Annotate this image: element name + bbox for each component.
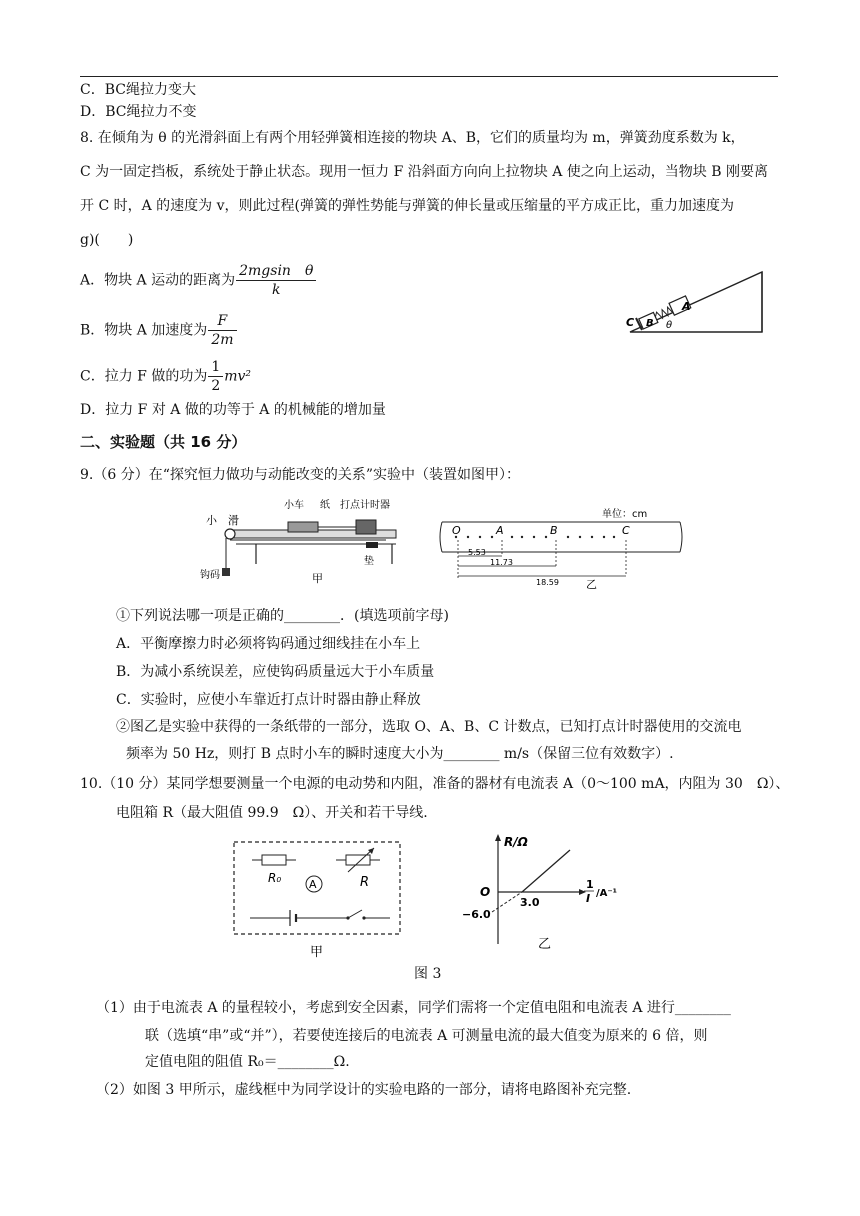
- q8-option-b: [80, 312, 238, 349]
- q10-stem-line2: 电阻箱 R（最大阻值 99.9 Ω）、开关和若干导线.: [116, 805, 428, 821]
- caption-yi: 乙: [586, 578, 597, 590]
- label-hook: 钩码: [200, 570, 220, 581]
- fraction-denominator: k: [272, 282, 281, 298]
- tape-dots: [455, 536, 615, 538]
- distance-oa: 5.53: [468, 548, 486, 557]
- x-intercept-label: 3.0: [520, 896, 540, 909]
- graph-figure: [446, 830, 626, 954]
- label-car: 小车: [284, 500, 304, 511]
- q8-stem-line2: C 为一固定挡板，系统处于静止状态。现用一恒力 F 沿斜面方向向上拉物块 A 使之向上运动，当物块 B 刚要离: [80, 164, 768, 180]
- tape-figure: [436, 500, 684, 590]
- caption-jia: 甲: [312, 572, 323, 585]
- pulley: [225, 529, 235, 539]
- incline-figure: [622, 266, 768, 338]
- origin-label: O: [480, 885, 491, 899]
- fraction-denominator: 2m: [211, 332, 234, 348]
- q7-option-d: D．BC绳拉力不变: [80, 104, 197, 120]
- point-c: C: [622, 524, 630, 537]
- q8-option-b-fraction: [208, 312, 236, 349]
- q9-sub1: ①下列说法哪一项是正确的________．(填选项前字母): [116, 608, 449, 624]
- fraction-numerator: 1: [208, 358, 223, 377]
- point-a: A: [496, 524, 504, 537]
- q10-part1-line2: 联（选填“串”或“并”），若要使连接后的电流表 A 可测量电流的最大值变为原来的 6 倍，则: [145, 1028, 708, 1044]
- figure-caption: 图 3: [414, 966, 442, 982]
- q8-option-a-label: A．物块 A 运动的距离为: [80, 272, 236, 289]
- y-intercept-label: −6.0: [462, 908, 491, 921]
- q8-option-a: [80, 262, 317, 299]
- label-b: B: [646, 318, 654, 329]
- label-ammeter: A: [309, 878, 317, 891]
- fraction-denominator: 2: [211, 378, 221, 394]
- label-paper: 纸: [320, 500, 330, 511]
- fraction-numerator: F: [208, 312, 236, 331]
- point-o: O: [452, 524, 461, 537]
- resistor-r0: [262, 855, 286, 865]
- r-vs-inv-i-line: [522, 850, 570, 892]
- dashed-extension: [492, 892, 522, 912]
- label-a: A: [682, 300, 691, 313]
- x-axis-label-den: I: [586, 892, 591, 905]
- q8-stem-line4: g)( ): [80, 232, 134, 248]
- label-hua: 滑: [228, 514, 239, 527]
- section-title: 二、实验题（共 16 分）: [80, 433, 247, 451]
- label-c: C: [626, 316, 635, 329]
- pad: [366, 542, 378, 548]
- apparatus-figure: [196, 494, 406, 586]
- q10-stem-line1: 10.（10 分）某同学想要测量一个电源的电动势和内阻，准备的器材有电流表 A（0～100 mA，内阻为 30 Ω）、: [80, 776, 790, 792]
- caption-yi: 乙: [538, 937, 552, 952]
- q9-option-a: A．平衡摩擦力时必须将钩码通过细线挂在小车上: [116, 636, 421, 652]
- q8-option-c: [80, 358, 251, 395]
- timer: [356, 520, 376, 534]
- caption-jia: 甲: [310, 945, 324, 960]
- q9-option-c: C．实验时，应使小车靠近打点计时器由静止释放: [116, 692, 421, 708]
- label-timer: 打点计时器: [340, 500, 390, 511]
- q8-option-c-fraction: [208, 358, 223, 395]
- q9-sub2-line2: 频率为 50 Hz，则打 B 点时小车的瞬时速度大小为________ m/s（保留三位有效数字）.: [126, 746, 674, 762]
- distance-ob: 11.73: [490, 558, 513, 567]
- label-pad: 垫: [364, 556, 374, 567]
- switch-icon: [348, 910, 362, 918]
- q9-sub2-line1: ②图乙是实验中获得的一条纸带的一部分，选取 O、A、B、C 计数点，已知打点计时器使用的交流电: [116, 719, 742, 735]
- x-axis-label-num: 1: [586, 878, 594, 891]
- tape-unit: 单位：cm: [602, 509, 648, 520]
- q10-part1-line1: （1）由于电流表 A 的量程较小，考虑到安全因素，同学们需将一个定值电阻和电流表 A 进行________: [96, 1000, 731, 1016]
- q8-option-c-suffix: mv²: [224, 368, 252, 385]
- q8-stem-line1: 8. 在倾角为 θ 的光滑斜面上有两个用轻弹簧相连接的物块 A、B，它们的质量均为 m，弹簧劲度系数为 k，: [80, 130, 745, 146]
- fraction-numerator: 2mgsin θ: [236, 262, 316, 281]
- q9-stem: 9.（6 分）在“探究恒力做功与动能改变的关系”实验中（装置如图甲）：: [80, 467, 521, 483]
- point-b: B: [550, 524, 558, 537]
- q10-part2: （2）如图 3 甲所示，虚线框中为同学设计的实验电路的一部分，请将电路图补充完整.: [96, 1082, 632, 1098]
- q10-part1-line3: 定值电阻的阻值 R₀＝________Ω.: [145, 1054, 350, 1070]
- cart: [288, 522, 318, 532]
- label-theta: θ: [666, 320, 673, 331]
- q7-option-c: C．BC绳拉力变大: [80, 82, 196, 98]
- q8-option-d: D．拉力 F 对 A 做的功等于 A 的机械能的增加量: [80, 402, 386, 418]
- q8-option-b-label: B．物块 A 加速度为: [80, 322, 208, 339]
- hook-weight: [222, 568, 230, 576]
- label-r0: R₀: [268, 871, 282, 885]
- y-axis-label: R/Ω: [504, 835, 528, 849]
- q8-option-c-label: C．拉力 F 做的功为: [80, 368, 208, 385]
- label-small: 小: [206, 514, 217, 527]
- label-r: R: [360, 875, 370, 890]
- x-axis-label-unit: /A⁻¹: [596, 888, 618, 899]
- q8-stem-line3: 开 C 时，A 的速度为 v，则此过程(弹簧的弹性势能与弹簧的伸长量或压缩量的平方成正比，重力加速度为: [80, 198, 734, 214]
- q9-option-b: B．为减小系统误差，应使钩码质量远大于小车质量: [116, 664, 435, 680]
- q8-option-a-fraction: [236, 262, 316, 299]
- rheostat-r: [346, 855, 370, 865]
- distance-oc: 18.59: [536, 578, 559, 587]
- top-rule: [80, 76, 778, 77]
- circuit-figure: [230, 838, 406, 962]
